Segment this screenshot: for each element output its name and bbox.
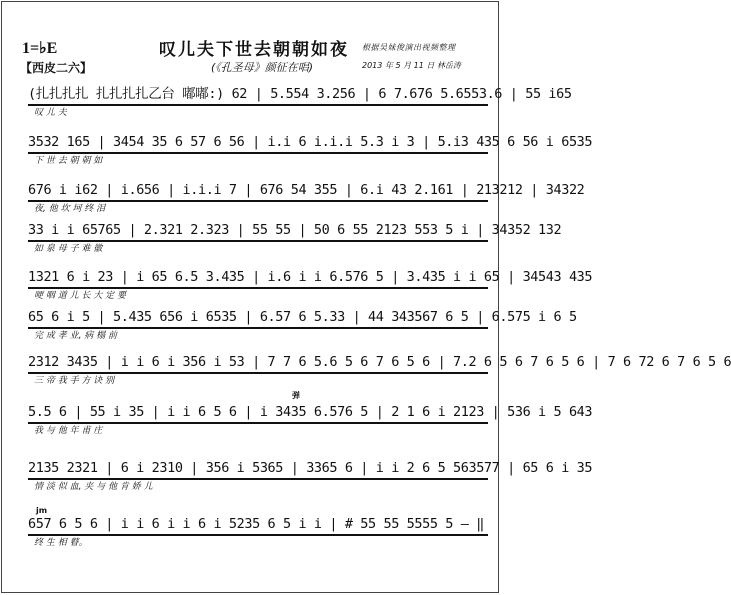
notation-line: 2135 2321 | 6 i 2310 | 356 i 5365 | 3365 6 | i i 2 6 5 563577 | 65 6 i 35 xyxy=(28,458,488,480)
lyrics-line: 终 生 相 瞽。 xyxy=(34,538,88,548)
system-3 xyxy=(28,180,585,216)
transcription-credit: 根据吴妹俊演出视频整理 xyxy=(362,43,456,52)
lyrics-line: 哽 咽 道 儿 长 大 定 要 xyxy=(34,291,127,301)
system-2 xyxy=(28,132,593,168)
notation-line: 33 i i 65765 | 2.321 2.323 | 55 55 | 50 6 55 2123 553 5 i | 34352 132 xyxy=(28,220,488,242)
notation-line: 5.5 6 | 55 i 35 | i i 6 5 6 | i 3435 6.576 5 | 2 1 6 i 2123 | 536 i 5 643 xyxy=(28,402,488,424)
system-7 xyxy=(28,352,731,388)
lyrics-line: 夜, 他 坎 坷 终 泪 xyxy=(34,204,106,214)
lyrics-line: 如 泉 母 子 难 徽 xyxy=(34,244,103,254)
lyrics-line: 三 帝 我 手 方 诀 别 xyxy=(34,376,115,386)
notation-line: 676 i i62 | i.656 | i.i.i 7 | 676 54 355 | 6.i 43 2.161 | 213212 | 34322 xyxy=(28,180,488,202)
song-title: 叹儿夫下世去朝朝如夜 xyxy=(159,40,349,60)
song-subtitle: (《孔圣母》颜征在唱) xyxy=(210,61,314,74)
lyrics-line: 完 成 孝 业, 病 榻 前 xyxy=(34,331,118,341)
system-8 xyxy=(28,402,593,438)
lyrics-line: 叹 儿 夫 xyxy=(34,108,67,118)
notation-line: (扎扎扎扎 扎扎扎扎乙台 嘟嘟:) 62 | 5.554 3.256 | 6 7.676 5.6553.6 | 55 i65 xyxy=(28,84,488,106)
notation-line: 657 6 5 6 | i i 6 i i 6 i 5235 6 5 i i | # 55 55 5555 5 — ‖ xyxy=(28,514,488,536)
notation-line: 3532 165 | 3454 35 6 57 6 56 | i.i 6 i.i.i 5.3 i 3 | 5.i3 435 6 56 i 6535 xyxy=(28,132,488,154)
aria-style-label: 【西皮二六】 xyxy=(20,61,93,75)
system-5 xyxy=(28,267,593,303)
lyrics-line: 下 世 去 朝 朝 如 xyxy=(34,156,103,166)
lyrics-line: 我 与 他 年 甫 庄 xyxy=(34,426,103,436)
ornament-mark: jm xyxy=(36,506,48,515)
notation-line: 65 6 i 5 | 5.435 656 i 6535 | 6.57 6 5.33 | 44 343567 6 5 | 6.575 i 6 5 xyxy=(28,307,488,329)
transcription-date: 2013 年 5 月 11 日 林岳涛 xyxy=(362,61,461,70)
system-9 xyxy=(28,458,593,494)
score-page xyxy=(1,1,731,593)
key-signature: 1=♭E xyxy=(22,40,58,57)
notation-line: 1321 6 i 23 | i 65 6.5 3.435 | i.6 i i 6.576 5 | 3.435 i i 65 | 34543 435 xyxy=(28,267,488,289)
system-10 xyxy=(28,514,488,550)
breath-mark: 弹 xyxy=(292,391,300,400)
system-6 xyxy=(28,307,577,343)
notation-line: 2312 3435 | i i 6 i 356 i 53 | 7 7 6 5.6 5 6 7 6 5 6 | 7.2 6 5 6 7 6 5 6 | 7 6 72 6 7 6 5 6 xyxy=(28,352,488,374)
lyrics-line: 情 淡 似 血, 夹 与 他 肯 娇 儿 xyxy=(34,482,153,492)
system-1 xyxy=(28,84,572,120)
system-4 xyxy=(28,220,562,256)
